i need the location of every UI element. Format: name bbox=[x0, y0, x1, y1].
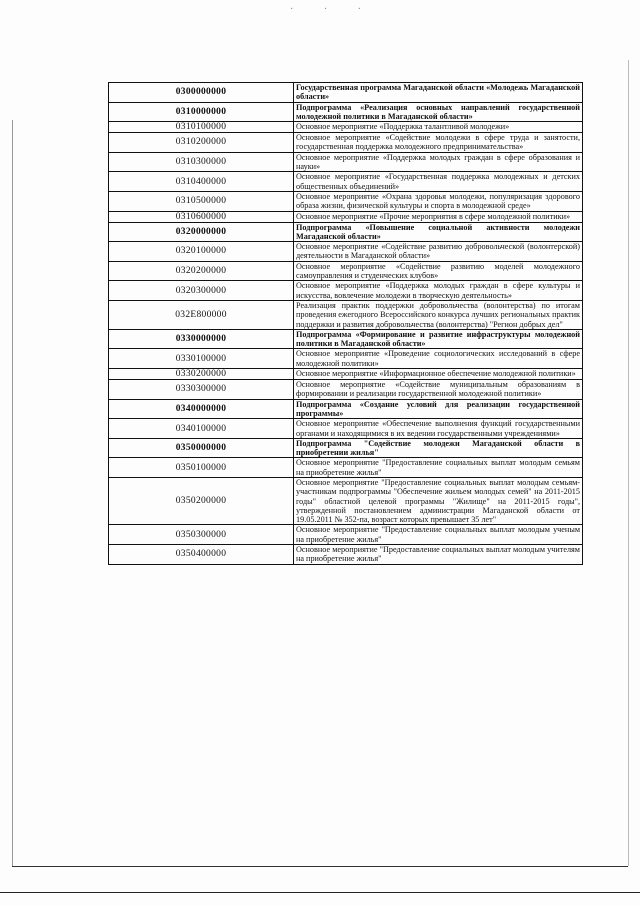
description-cell: Подпрограмма "Содействие молодежи Магаданской области в приобретении жилья" bbox=[294, 438, 583, 458]
scan-right-rule bbox=[628, 60, 629, 866]
table-row bbox=[109, 122, 583, 133]
description-cell: Основное мероприятие «Охрана здоровья молодежи, популяризация здорового образа жизни, физической культуры и спорта в молодежной среде» bbox=[294, 191, 583, 211]
code-cell: 0310500000 bbox=[109, 191, 294, 211]
budget-code-table bbox=[108, 82, 583, 565]
table-row bbox=[109, 242, 583, 262]
table-row bbox=[109, 349, 583, 369]
code-cell: 032E800000 bbox=[109, 300, 294, 329]
description-cell: Основное мероприятие «Государственная поддержка молодежных и детских общественных объединений» bbox=[294, 172, 583, 192]
description-cell: Основное мероприятие «Поддержка молодых граждан в сфере культуры и искусства, вовлечение молодежи в творческую деятельность» bbox=[294, 281, 583, 301]
table-row bbox=[109, 525, 583, 545]
description-cell: Основное мероприятие «Информационное обеспечение молодежной политики» bbox=[294, 369, 583, 380]
code-cell: 0350400000 bbox=[109, 545, 294, 565]
code-cell: 0350100000 bbox=[109, 458, 294, 478]
description-cell: Основное мероприятие «Поддержка талантливой молодежи» bbox=[294, 122, 583, 133]
table-row bbox=[109, 380, 583, 400]
table-row bbox=[109, 172, 583, 192]
description-cell: Основное мероприятие «Поддержка молодых граждан в сфере образования и науки» bbox=[294, 152, 583, 172]
scan-left-rule bbox=[12, 120, 13, 866]
code-cell: 0310300000 bbox=[109, 152, 294, 172]
description-cell: Подпрограмма «Повышение социальной активности молодежи Магаданской области» bbox=[294, 222, 583, 242]
code-cell: 0310600000 bbox=[109, 211, 294, 222]
table-row bbox=[109, 300, 583, 329]
description-cell: Подпрограмма «Формирование и развитие инфраструктуры молодежной политики в Магаданской области» bbox=[294, 329, 583, 349]
description-cell: Основное мероприятие «Содействие развитию моделей молодежного самоуправления и студенческих клубов» bbox=[294, 261, 583, 281]
description-cell: Подпрограмма «Создание условий для реализации государственной программы» bbox=[294, 399, 583, 419]
scan-bottom-rule bbox=[12, 866, 628, 867]
table-row bbox=[109, 102, 583, 122]
table-row bbox=[109, 369, 583, 380]
code-cell: 0320300000 bbox=[109, 281, 294, 301]
table-row bbox=[109, 399, 583, 419]
code-cell: 0350300000 bbox=[109, 525, 294, 545]
code-cell: 0330100000 bbox=[109, 349, 294, 369]
table-row bbox=[109, 222, 583, 242]
code-cell: 0330300000 bbox=[109, 380, 294, 400]
code-cell: 0340100000 bbox=[109, 419, 294, 439]
description-cell: Основное мероприятие «Содействие молодежи в сфере труда и занятости, государственная поддержка молодежного предпринимательства» bbox=[294, 133, 583, 153]
code-cell: 0350200000 bbox=[109, 477, 294, 524]
table-row bbox=[109, 211, 583, 222]
table-row bbox=[109, 438, 583, 458]
table-row bbox=[109, 261, 583, 281]
code-cell: 0310400000 bbox=[109, 172, 294, 192]
description-cell: Основное мероприятие «Проведение социологических исследований в сфере молодежной политики» bbox=[294, 349, 583, 369]
description-cell: Основное мероприятие «Содействие развитию добровольческой (волонтерской) деятельности в Магаданской области» bbox=[294, 242, 583, 262]
description-cell: Основное мероприятие «Обеспечение выполнения функций государственными органами и находящимися в их ведении государственными учреждениями» bbox=[294, 419, 583, 439]
description-cell: Основное мероприятие «Прочие мероприятия в сфере молодежной политики» bbox=[294, 211, 583, 222]
description-cell: Государственная программа Магаданской области «Молодежь Магаданской области» bbox=[294, 83, 583, 103]
table-row bbox=[109, 83, 583, 103]
description-cell: Основное мероприятие «Содействие муниципальным образованиям в формировании и реализации государственной молодежной политики» bbox=[294, 380, 583, 400]
code-cell: 0320000000 bbox=[109, 222, 294, 242]
table-row bbox=[109, 152, 583, 172]
table-row bbox=[109, 329, 583, 349]
description-cell: Основное мероприятие "Предоставление социальных выплат молодым семьям на приобретение жилья" bbox=[294, 458, 583, 478]
code-cell: 0350000000 bbox=[109, 438, 294, 458]
code-cell: 0310000000 bbox=[109, 102, 294, 122]
code-cell: 0320200000 bbox=[109, 261, 294, 281]
table-row bbox=[109, 281, 583, 301]
table-row bbox=[109, 545, 583, 565]
scan-mark: · · · bbox=[290, 4, 375, 15]
page-bottom-edge bbox=[0, 892, 640, 893]
description-cell: Основное мероприятие "Предоставление социальных выплат молодым учителям на приобретение жилья" bbox=[294, 545, 583, 565]
code-cell: 0320100000 bbox=[109, 242, 294, 262]
code-cell: 0310100000 bbox=[109, 122, 294, 133]
code-cell: 0330000000 bbox=[109, 329, 294, 349]
code-cell: 0300000000 bbox=[109, 83, 294, 103]
table-row bbox=[109, 133, 583, 153]
description-cell: Реализация практик поддержки добровольчества (волонтерства) по итогам проведения ежегодного Всероссийского конкурса лучших региональных практик поддержки и развития добровольчества (волонтерства) "Регион добрых дел" bbox=[294, 300, 583, 329]
code-cell: 0340000000 bbox=[109, 399, 294, 419]
table-row bbox=[109, 458, 583, 478]
code-cell: 0330200000 bbox=[109, 369, 294, 380]
table-row bbox=[109, 191, 583, 211]
table-row bbox=[109, 419, 583, 439]
description-cell: Основное мероприятие "Предоставление социальных выплат молодым семьям-участникам подпрограммы "Обеспечение жильем молодых семей" на 2011-2015 годы" областной целевой программы "Жилище" на 2011-2015 годы", утвержденной постановлением администрации Магаданской области от 19.05.2011 № 352-па, возраст которых превышает 35 лет" bbox=[294, 477, 583, 524]
code-cell: 0310200000 bbox=[109, 133, 294, 153]
description-cell: Основное мероприятие "Предоставление социальных выплат молодым ученым на приобретение жилья" bbox=[294, 525, 583, 545]
table-row bbox=[109, 477, 583, 524]
description-cell: Подпрограмма «Реализация основных направлений государственной молодежной политики в Магаданской области» bbox=[294, 102, 583, 122]
